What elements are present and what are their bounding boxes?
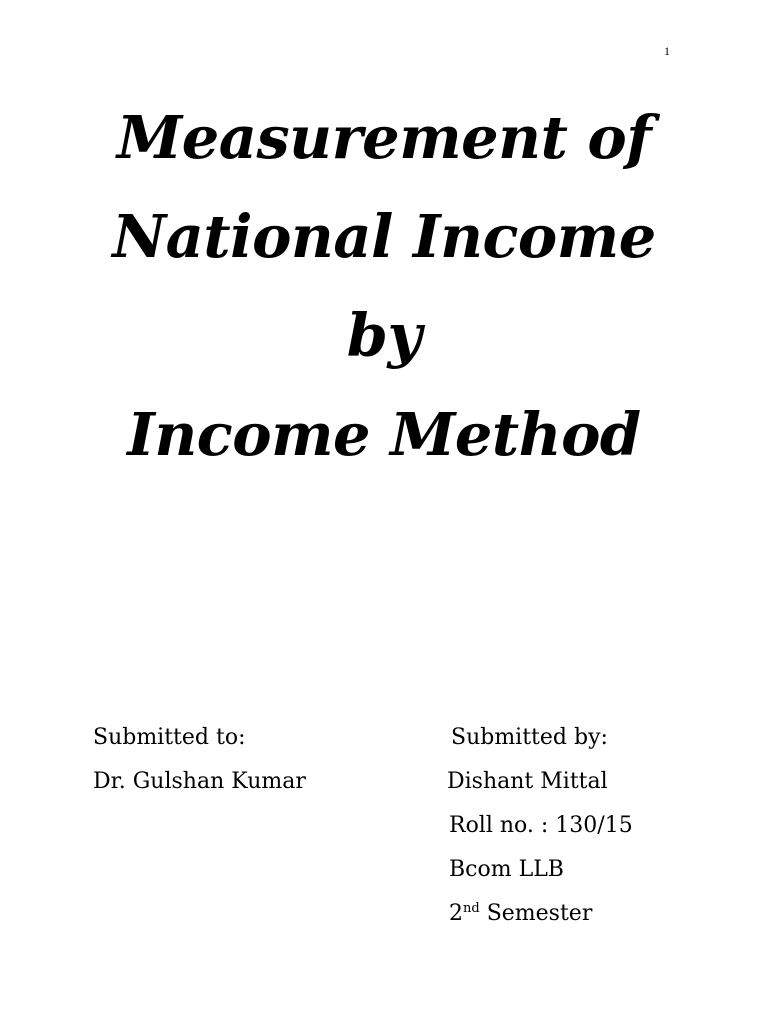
submitted-to-label: Submitted to: [93,725,246,750]
course-name: Bcom LLB [449,857,564,882]
semester-word: Semester [479,901,593,926]
title-line-1: Measurement of [116,103,652,172]
student-name: Dishant Mittal [447,769,608,794]
submitted-by-block [449,716,633,936]
semester-ordinal-suffix: nd [463,901,480,916]
semester-number: 2 [449,901,463,926]
title-line-2: National Income [112,202,656,271]
submitted-to-block [93,716,306,804]
roll-number: Roll no. : 130/15 [449,813,633,838]
page-number: 1 [664,44,670,58]
supervisor-name: Dr. Gulshan Kumar [93,769,306,794]
submitted-by-label: Submitted by: [451,725,608,750]
title-line-3: by [346,301,422,370]
title-line-4: Income Method [127,400,641,469]
document-title [0,88,768,484]
semester [449,892,633,936]
